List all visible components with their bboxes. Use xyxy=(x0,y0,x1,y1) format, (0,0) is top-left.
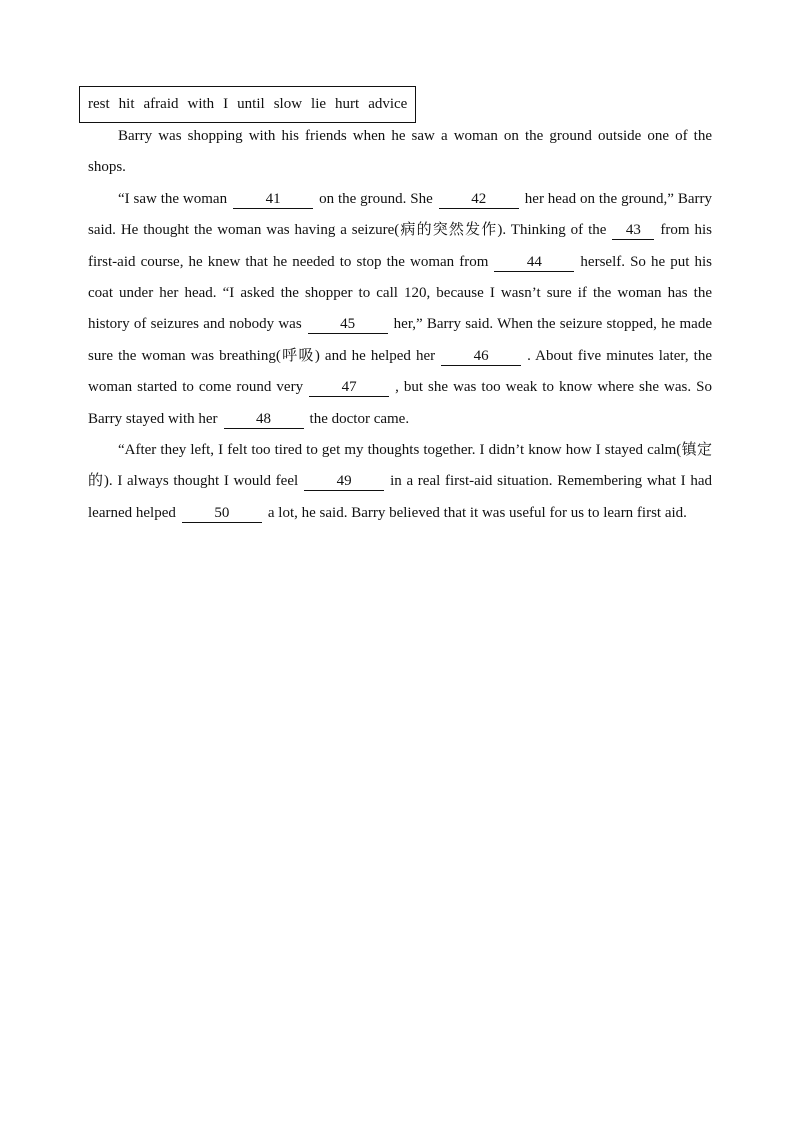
word-bank-box xyxy=(79,86,416,123)
blank-49[interactable]: 49 xyxy=(304,473,384,491)
text-run: her,” Barry said. When the seizure stopped, he made sure the woman was breathing(呼吸) and he helped her xyxy=(88,316,712,364)
text-run: her head on the ground,” Barry said. He thought the woman was having a seizure(病的突然发作). Thinking of the xyxy=(88,190,712,239)
word-bank-item: advice xyxy=(368,96,408,112)
blank-41[interactable]: 41 xyxy=(233,191,313,209)
text-run: “I saw the woman xyxy=(118,190,228,207)
text-run: a lot, he said. Barry believed that it was useful for us to learn first aid. xyxy=(267,504,687,521)
paragraph-2 xyxy=(88,184,712,435)
paragraph-1 xyxy=(88,121,712,184)
word-bank-item: slow xyxy=(273,96,303,112)
blank-44[interactable]: 44 xyxy=(494,254,574,272)
blank-50[interactable]: 50 xyxy=(182,505,262,523)
word-bank-item: with xyxy=(187,96,215,112)
blank-42[interactable]: 42 xyxy=(439,191,519,209)
blank-47[interactable]: 47 xyxy=(309,379,389,397)
word-bank-item: until xyxy=(237,96,265,112)
text-run: , but she was too weak to know where she was. So Barry stayed with her xyxy=(88,379,712,427)
text-run: in a real first-aid situation. Remembering what I had learned helped xyxy=(88,473,712,521)
text-run: . About five minutes later, the woman started to come round very xyxy=(88,347,712,396)
word-bank-item: hit xyxy=(118,96,135,112)
text-run: on the ground. She xyxy=(319,190,433,207)
text-run: “After they left, I felt too tired to get my thoughts together. I didn’t know how I stayed calm(镇定的). I always thought I would feel xyxy=(88,442,712,490)
text-run: from his first-aid course, he knew that he needed to stop the woman from xyxy=(88,222,712,270)
word-bank-item: lie xyxy=(311,96,327,112)
word-bank-item: I xyxy=(223,96,229,112)
blank-45[interactable]: 45 xyxy=(308,316,388,334)
paragraph-3 xyxy=(88,435,712,529)
word-bank-item: rest xyxy=(88,96,110,112)
text-run: the doctor came. xyxy=(309,410,410,427)
text-run: herself. So he put his coat under her head. “I asked the shopper to call 120, because I wasn’t sure if the woman has the history of seizures and nobody was xyxy=(88,253,713,333)
word-bank-item: afraid xyxy=(143,96,179,112)
text-run: Barry was shopping with his friends when he saw a woman on the ground outside one of the shops. xyxy=(88,128,712,176)
blank-46[interactable]: 46 xyxy=(441,348,521,366)
passage-text xyxy=(88,121,712,529)
blank-48[interactable]: 48 xyxy=(224,411,304,429)
word-bank-item: hurt xyxy=(335,96,360,112)
blank-43[interactable]: 43 xyxy=(612,222,654,240)
